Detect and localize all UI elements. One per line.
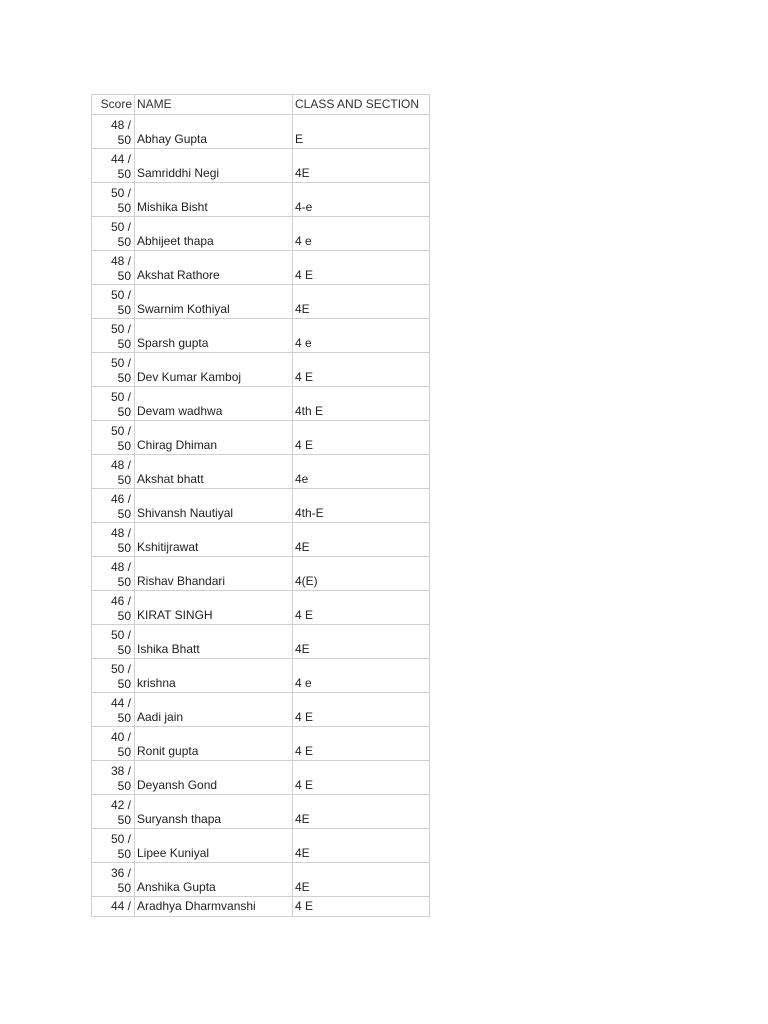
class-section-cell: 4th E <box>293 387 430 421</box>
score-value: 50 / <box>110 832 131 846</box>
score-value: 50 / <box>110 288 131 302</box>
score-total: 50 <box>117 473 131 487</box>
score-total: 50 <box>117 303 131 317</box>
class-section-cell: 4E <box>293 863 430 897</box>
name-cell: Ishika Bhatt <box>135 625 293 659</box>
name-cell: Devam wadhwa <box>135 387 293 421</box>
table-row <box>92 217 430 251</box>
score-total: 50 <box>117 371 131 385</box>
name-cell: Shivansh Nautiyal <box>135 489 293 523</box>
table-row <box>92 285 430 319</box>
table-body <box>92 115 430 917</box>
class-section-cell: 4 e <box>293 319 430 353</box>
score-value: 50 / <box>110 322 131 336</box>
table-row <box>92 795 430 829</box>
class-section-cell: 4E <box>293 795 430 829</box>
score-value: 48 / <box>110 526 131 540</box>
table-row <box>92 693 430 727</box>
score-cell <box>92 829 135 863</box>
class-section-cell: 4E <box>293 285 430 319</box>
class-section-cell: 4 E <box>293 591 430 625</box>
name-cell: KIRAT SINGH <box>135 591 293 625</box>
score-cell <box>92 455 135 489</box>
score-value: 42 / <box>110 798 131 812</box>
table-row <box>92 727 430 761</box>
score-value: 48 / <box>110 560 131 574</box>
score-cell <box>92 183 135 217</box>
score-cell <box>92 557 135 591</box>
score-cell <box>92 863 135 897</box>
class-section-cell: 4 E <box>293 761 430 795</box>
table-row <box>92 183 430 217</box>
header-score: Score <box>92 95 135 115</box>
score-total: 50 <box>117 133 131 147</box>
table-row <box>92 591 430 625</box>
score-cell <box>92 489 135 523</box>
score-value: 48 / <box>110 254 131 268</box>
class-section-cell: 4 E <box>293 693 430 727</box>
header-name: NAME <box>135 95 293 115</box>
name-cell: Chirag Dhiman <box>135 421 293 455</box>
score-total: 50 <box>117 779 131 793</box>
class-section-cell: 4E <box>293 149 430 183</box>
score-total: 50 <box>117 167 131 181</box>
score-value: 50 / <box>110 356 131 370</box>
score-value: 50 / <box>110 220 131 234</box>
name-cell: Aadi jain <box>135 693 293 727</box>
score-cell <box>92 693 135 727</box>
class-section-cell: 4(E) <box>293 557 430 591</box>
table-row <box>92 421 430 455</box>
score-total: 50 <box>117 745 131 759</box>
score-total: 50 <box>117 507 131 521</box>
table-row <box>92 523 430 557</box>
score-cell <box>92 625 135 659</box>
class-section-cell: 4E <box>293 523 430 557</box>
score-value: 44 / <box>110 899 131 913</box>
score-cell <box>92 659 135 693</box>
name-cell: Lipee Kuniyal <box>135 829 293 863</box>
score-total: 50 <box>117 575 131 589</box>
table-row <box>92 659 430 693</box>
table-row <box>92 115 430 149</box>
score-value: 50 / <box>110 390 131 404</box>
score-value: 50 / <box>110 424 131 438</box>
score-cell <box>92 353 135 387</box>
name-cell: Aradhya Dharmvanshi <box>135 897 293 917</box>
class-section-cell: 4 e <box>293 659 430 693</box>
name-cell: Akshat bhatt <box>135 455 293 489</box>
score-cell <box>92 761 135 795</box>
class-section-cell: 4 E <box>293 251 430 285</box>
class-section-cell: 4 E <box>293 897 430 917</box>
score-cell <box>92 149 135 183</box>
score-total: 50 <box>117 643 131 657</box>
class-section-cell: E <box>293 115 430 149</box>
score-total: 50 <box>117 813 131 827</box>
score-total: 50 <box>117 439 131 453</box>
class-section-cell: 4e <box>293 455 430 489</box>
name-cell: Ronit gupta <box>135 727 293 761</box>
score-cell <box>92 115 135 149</box>
table-row <box>92 149 430 183</box>
table-row <box>92 489 430 523</box>
score-cell <box>92 387 135 421</box>
name-cell: Anshika Gupta <box>135 863 293 897</box>
score-total: 50 <box>117 269 131 283</box>
name-cell: Deyansh Gond <box>135 761 293 795</box>
score-total: 50 <box>117 677 131 691</box>
score-value: 50 / <box>110 662 131 676</box>
name-cell: Sparsh gupta <box>135 319 293 353</box>
name-cell: Kshitijrawat <box>135 523 293 557</box>
table-row <box>92 625 430 659</box>
class-section-cell: 4E <box>293 829 430 863</box>
score-cell <box>92 319 135 353</box>
table-row <box>92 455 430 489</box>
table-row <box>92 897 430 917</box>
name-cell: Dev Kumar Kamboj <box>135 353 293 387</box>
score-cell <box>92 523 135 557</box>
class-section-cell: 4-e <box>293 183 430 217</box>
name-cell: Abhijeet thapa <box>135 217 293 251</box>
score-value: 50 / <box>110 628 131 642</box>
header-class: CLASS AND SECTION <box>293 95 430 115</box>
name-cell: Rishav Bhandari <box>135 557 293 591</box>
score-total: 50 <box>117 609 131 623</box>
score-value: 46 / <box>110 492 131 506</box>
score-total: 50 <box>117 541 131 555</box>
table-row <box>92 829 430 863</box>
class-section-cell: 4 E <box>293 353 430 387</box>
score-table <box>91 94 430 917</box>
name-cell: Swarnim Kothiyal <box>135 285 293 319</box>
score-value: 44 / <box>110 696 131 710</box>
score-cell <box>92 217 135 251</box>
class-section-cell: 4 E <box>293 421 430 455</box>
name-cell: Akshat Rathore <box>135 251 293 285</box>
class-section-cell: 4 E <box>293 727 430 761</box>
score-cell <box>92 251 135 285</box>
score-cell <box>92 795 135 829</box>
name-cell: krishna <box>135 659 293 693</box>
table-row <box>92 353 430 387</box>
table-row <box>92 319 430 353</box>
score-cell <box>92 421 135 455</box>
table-row <box>92 863 430 897</box>
score-cell <box>92 897 135 917</box>
score-total: 50 <box>117 337 131 351</box>
score-value: 36 / <box>110 866 131 880</box>
score-value: 38 / <box>110 764 131 778</box>
name-cell: Samriddhi Negi <box>135 149 293 183</box>
table-row <box>92 557 430 591</box>
score-total: 50 <box>117 201 131 215</box>
name-cell: Mishika Bisht <box>135 183 293 217</box>
score-cell <box>92 285 135 319</box>
score-value: 48 / <box>110 118 131 132</box>
score-value: 50 / <box>110 186 131 200</box>
score-total: 50 <box>117 881 131 895</box>
class-section-cell: 4 e <box>293 217 430 251</box>
score-value: 46 / <box>110 594 131 608</box>
table-row <box>92 251 430 285</box>
table-row <box>92 387 430 421</box>
name-cell: Suryansh thapa <box>135 795 293 829</box>
score-value: 40 / <box>110 730 131 744</box>
score-total: 50 <box>117 711 131 725</box>
score-total: 50 <box>117 235 131 249</box>
score-cell <box>92 591 135 625</box>
class-section-cell: 4th-E <box>293 489 430 523</box>
score-cell <box>92 727 135 761</box>
class-section-cell: 4E <box>293 625 430 659</box>
header-row <box>92 95 430 115</box>
score-total: 50 <box>117 847 131 861</box>
score-total: 50 <box>117 405 131 419</box>
name-cell: Abhay Gupta <box>135 115 293 149</box>
score-value: 44 / <box>110 152 131 166</box>
score-value: 48 / <box>110 458 131 472</box>
table-row <box>92 761 430 795</box>
